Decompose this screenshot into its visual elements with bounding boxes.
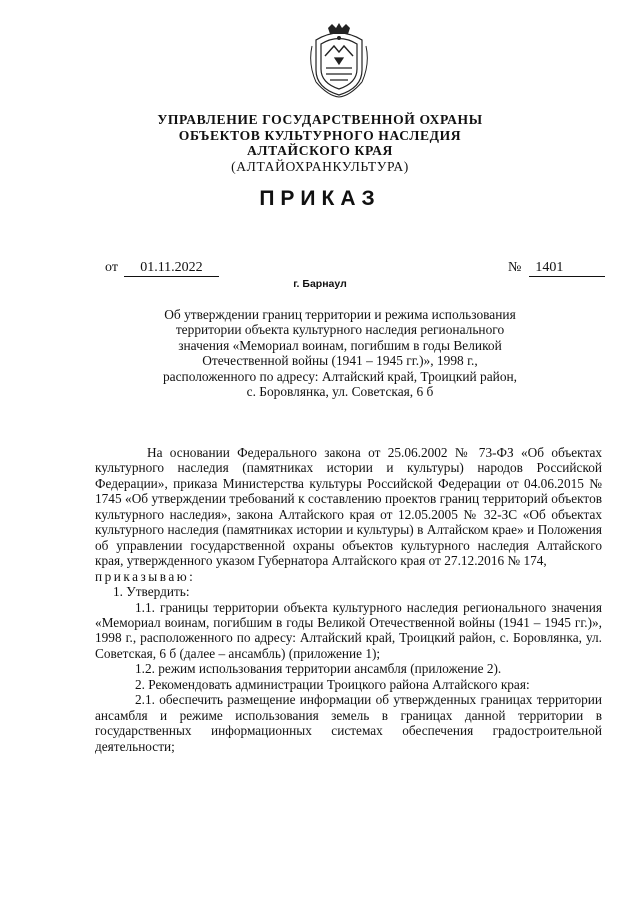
org-line-1: УПРАВЛЕНИЕ ГОСУДАРСТВЕННОЙ ОХРАНЫ	[157, 112, 483, 127]
date-value: 01.11.2022	[124, 260, 219, 277]
subject-line: значения «Мемориал воинам, погибшим в годы Великой	[178, 337, 502, 353]
order-number	[508, 260, 605, 277]
item-1-1: 1.1. границы территории объекта культурного наследия регионального значения «Мемориал воинам, погибшим в годы Великой Отечественной войны (1941 – 1945 гг.)», 1998 г., расположенного по адресу: Алтайский край, Троицкий район, с. Боровлянка, ул. Советская, 6 б (далее – ансамбль) (приложение 1);	[95, 599, 602, 661]
number-value: 1401	[529, 260, 605, 277]
document-body	[95, 445, 602, 754]
preamble-paragraph: На основании Федерального закона от 25.06.2002 № 73-ФЗ «Об объектах культурного наследия (памятниках истории и культуры) народов Российской Федерации», приказа Министерства культуры Российской Федерации от 04.06.2015 № 1745 «Об утверждении требований к составлению проектов границ территорий объектов культурного наследия», закона Алтайского края от 12.05.2005 № 32-ЗС «Об объектах культурного наследия (памятниках истории и культуры) в Алтайском крае» и Положения об управлении государственной охраны объектов культурного наследия Алтайского края, утвержденного указом Губернатора Алтайского края от 27.12.2016 № 174,	[95, 445, 602, 569]
subject-line: территории объекта культурного наследия регионального	[175, 322, 505, 338]
document-type-title: ПРИКАЗ	[259, 187, 381, 210]
organization-header	[0, 112, 640, 174]
coat-of-arms-icon	[308, 22, 370, 98]
org-abbreviation: (АЛТАЙОХРАНКУЛЬТУРА)	[231, 158, 409, 174]
subject-line: с. Боровлянка, ул. Советская, 6 б	[246, 384, 434, 400]
order-date	[105, 260, 219, 277]
item-2-1: 2.1. обеспечить размещение информации об утвержденных границах территории ансамбля и режиме использования земель в границах данной территории в государственных информационных системах обеспечения градостроительной деятельности;	[95, 692, 602, 754]
item-1-2: 1.2. режим использования территории ансамбля (приложение 2).	[135, 661, 502, 677]
org-line-2: ОБЪЕКТОВ КУЛЬТУРНОГО НАСЛЕДИЯ	[178, 127, 462, 143]
order-subject	[140, 307, 540, 399]
city-label: г. Барнаул	[293, 278, 347, 290]
number-prefix: №	[508, 260, 522, 275]
date-prefix: от	[105, 260, 118, 275]
org-line-3: АЛТАЙСКОГО КРАЯ	[247, 143, 393, 158]
subject-line: Отечественной войны (1941 – 1945 гг.)», 1998 г.,	[202, 353, 478, 369]
subject-line: расположенного по адресу: Алтайский край, Троицкий район,	[162, 368, 518, 384]
orders-word: приказываю:	[95, 568, 196, 584]
subject-line: Об утверждении границ территории и режима использования	[164, 307, 516, 322]
item-2: 2. Рекомендовать администрации Троицкого района Алтайского края:	[135, 676, 530, 692]
item-1: 1. Утвердить:	[113, 584, 190, 600]
